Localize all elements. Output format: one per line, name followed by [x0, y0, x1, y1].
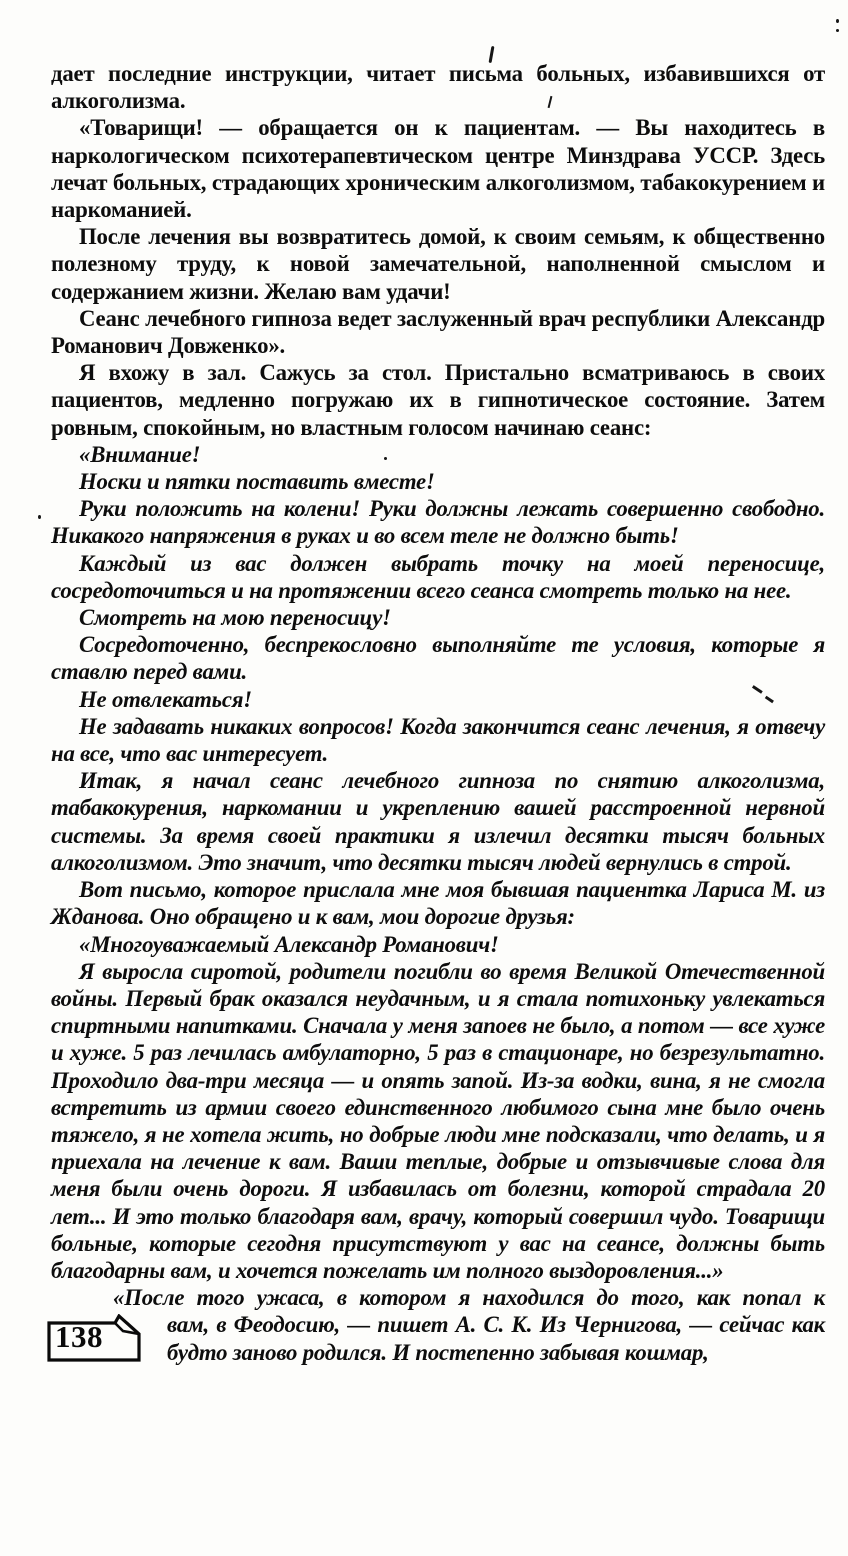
paragraph: Каждый из вас должен выбрать точку на моей переносице, сосредоточиться и на протяжении всего сеанса смотреть только на нее.: [51, 550, 825, 603]
paragraph: Я вхожу в зал. Сажусь за стол. Пристально всматриваюсь в своих пациентов, медленно погружаю их в гипнотическое состояние. Затем ровным, спокойным, но властным голосом начинаю сеанс:: [51, 360, 825, 440]
paragraph: дает последние инструкции, читает письма больных, избавившихся от алкоголизма.: [51, 61, 825, 114]
paragraph: Сеанс лечебного гипноза ведет заслуженный врач республики Александр Романович Довженко».: [51, 305, 825, 359]
paragraph: После лечения вы возвратитесь домой, к своим семьям, к общественно полезному труду, к новой замечательной, наполненной смыслом и содержанием жизни. Желаю вам удачи!: [51, 224, 825, 304]
paragraph: «Товарищи! — обращается он к пациентам. — Вы находитесь в наркологическом психотерапевтическом центре Минздрава УССР. Здесь лечат больных, страдающих хроническим алкоголизмом, табакокурением и наркоманией.: [51, 115, 825, 223]
paragraph: «Внимание!: [79, 441, 201, 467]
scan-artifact-dot: [38, 515, 41, 519]
paragraph: вам, в Феодосию, — пишет А. С. К. Из Чернигова, — сейчас как будто заново родился. И постепенно забывая кошмар,: [167, 1312, 825, 1365]
paragraph: «Многоуважаемый Александр Романович!: [79, 931, 499, 957]
paragraph: Руки положить на колени! Руки должны лежать совершенно свободно. Никакого напряжения в руках и во всем теле не должно быть!: [51, 496, 825, 549]
last-paragraph-wrap: [51, 1311, 825, 1365]
paragraph: Смотреть на мою переносицу!: [79, 605, 391, 631]
paragraph: Я выросла сиротой, родители погибли во время Великой Отечественной войны. Первый брак оказался неудачным, и я стала потихоньку увлекаться спиртными напитками. Сначала у меня запоев не было, а потом — все хуже и хуже. 5 раз лечилась амбулаторно, 5 раз в стационаре, но безрезультатно. Проходило два-три месяца — и опять запой. Из-за водки, вина, я не смогла встретить из армии своего единственного любимого сына мне было очень тяжело, я не хотела жить, но добрые люди мне подсказали, что делать, и я приехала на лечение к вам. Ваши теплые, добрые и отзывчивые слова для меня были очень дороги. Я избавилась от болезни, которой страдала 20 лет... И это только благодаря вам, врачу, который совершил чудо. Товарищи больные, которые сегодня присутствуют у вас на сеансе, должны быть благодарны вам, и хочется пожелать им полного выздоровления...»: [51, 958, 825, 1283]
paragraph-first-line: «После того ужаса, в котором я находился до того, как попал к: [113, 1285, 825, 1311]
paragraph: Сосредоточенно, беспрекословно выполняйте те условия, которые я ставлю перед вами.: [51, 632, 825, 685]
scan-artifact-dot: [836, 19, 839, 23]
page-number: 138: [55, 1319, 103, 1355]
paragraph: Носки и пятки поставить вместе!: [79, 469, 435, 495]
paragraph: Не задавать никаких вопросов! Когда закончится сеанс лечения, я отвечу на все, что вас интересует.: [51, 713, 825, 767]
page-number-badge: [46, 1314, 146, 1363]
paragraph: Итак, я начал сеанс лечебного гипноза по снятию алкоголизма, табакокурения, наркомании и укреплению вашей расстроенной нервной системы. За время своей практики я излечил десятки тысяч больных алкоголизмом. Это значит, что десятки тысяч людей вернулись в строй.: [51, 768, 825, 875]
scan-artifact-dot: [836, 29, 839, 32]
paragraph: Вот письмо, которое прислала мне моя бывшая пациентка Лариса М. из Жданова. Оно обращено и к вам, мои дорогие друзья:: [51, 877, 825, 930]
page-text: [51, 60, 825, 1366]
paragraph: Не отвлекаться!: [79, 686, 252, 712]
